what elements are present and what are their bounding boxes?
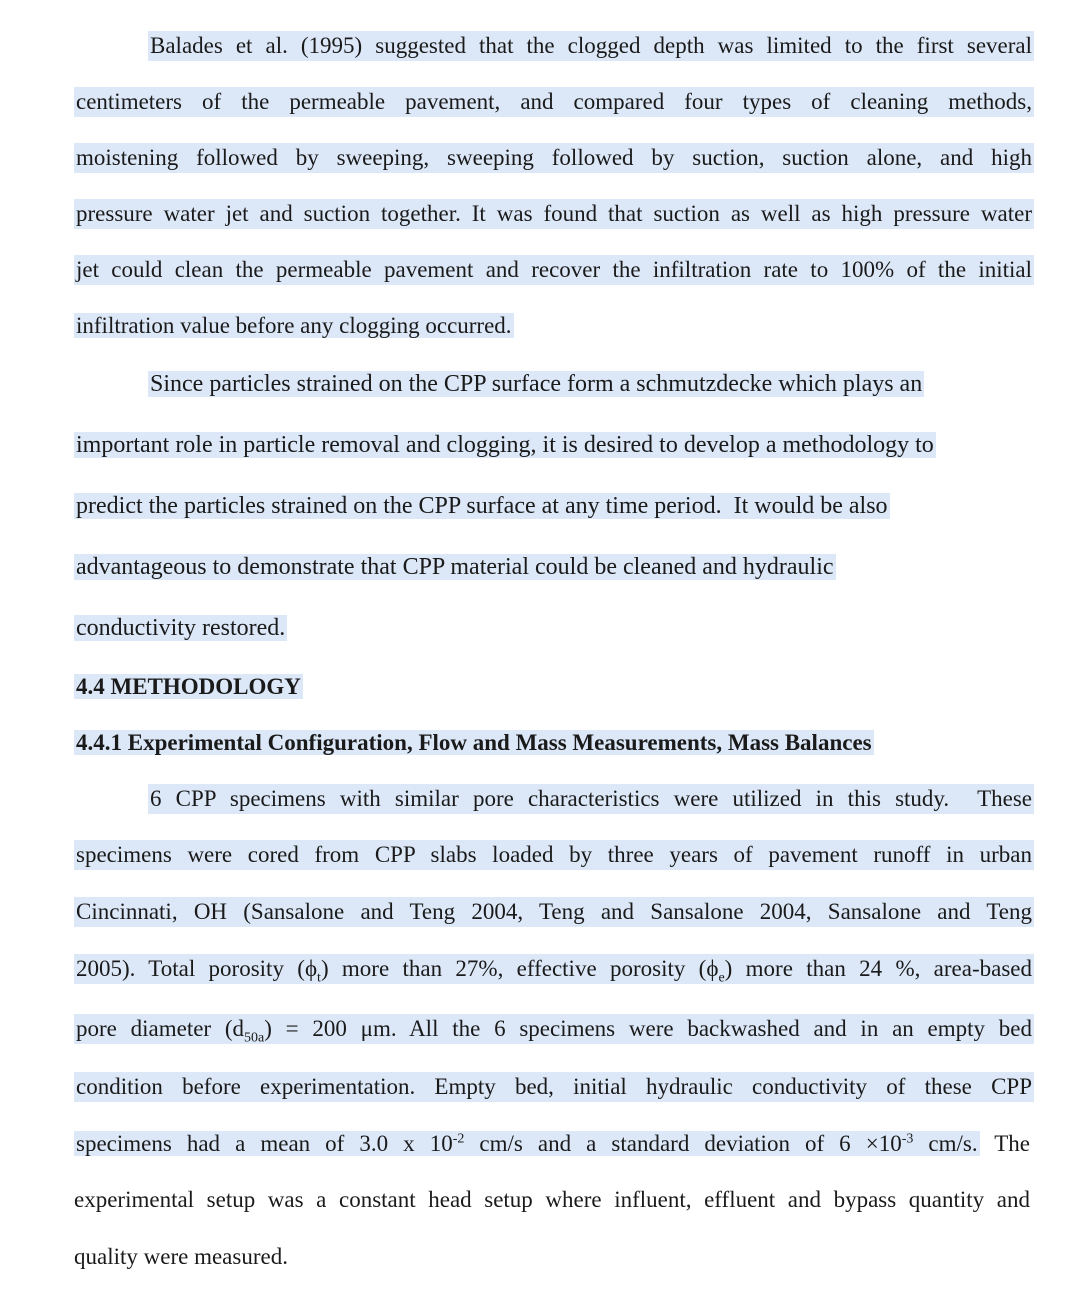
paragraph-2-line-3[interactable]: predict the particles strained on the CPP surface at any time period. It would be also: [76, 493, 888, 519]
paragraph-3-line-8[interactable]: experimental setup was a constant head setup where influent, effluent and bypass quantity and: [74, 1187, 1030, 1212]
paragraph-1-line-2[interactable]: centimeters of the permeable pavement, and compared four types of cleaning methods,: [74, 87, 1034, 117]
conductivity-line: specimens had a mean of 3.0 x $10^{-2}$ cm/s and a standard deviation of $6 \times 10^{-3}$ cm/s. The: [76, 1131, 1030, 1156]
paragraph-3-line-6[interactable]: condition before experimentation. Empty bed, initial hydraulic conductivity of these CPP: [74, 1072, 1034, 1102]
paragraph-1-line-6[interactable]: infiltration value before any clogging occurred.: [76, 313, 512, 338]
paragraph-3-line-2[interactable]: specimens were cored from CPP slabs loaded by three years of pavement runoff in urban: [74, 840, 1034, 870]
paragraph-3-line-1[interactable]: 6 CPP specimens with similar pore characteristics were utilized in this study. These: [74, 784, 1034, 814]
paragraph-1-line-5[interactable]: jet could clean the permeable pavement and recover the infiltration rate to 100% of the initial: [74, 255, 1034, 285]
paragraph-3-line-9[interactable]: quality were measured.: [74, 1244, 288, 1269]
paragraph-3-line-7[interactable]: [74, 1129, 1030, 1159]
porosity-line: 2005). Total porosity $(\phi_t)$ more than 27%, effective porosity $(\phi_e)$ more than 24 %, area-based: [76, 956, 1032, 986]
section-heading[interactable]: 4.4 METHODOLOGY: [76, 674, 301, 699]
paragraph-1-line-3[interactable]: moistening followed by sweeping, sweeping followed by suction, suction alone, and high: [74, 143, 1034, 173]
paragraph-3-line-3[interactable]: Cincinnati, OH (Sansalone and Teng 2004, Teng and Sansalone 2004, Sansalone and Teng: [74, 897, 1034, 927]
subsection-heading[interactable]: 4.4.1 Experimental Configuration, Flow and Mass Measurements, Mass Balances: [76, 730, 872, 755]
paragraph-1-line-1[interactable]: Balades et al. (1995) suggested that the clogged depth was limited to the first several: [74, 31, 1034, 61]
paragraph-1-line-4[interactable]: pressure water jet and suction together. It was found that suction as well as high pressure water: [74, 199, 1034, 229]
paragraph-3-line-4[interactable]: [74, 954, 1034, 984]
paragraph-3-line-5[interactable]: [74, 1014, 1034, 1044]
paragraph-2-line-2[interactable]: important role in particle removal and clogging, it is desired to develop a methodology to: [76, 432, 934, 458]
paragraph-2-line-1[interactable]: Since particles strained on the CPP surface form a schmutzdecke which plays an: [150, 371, 923, 397]
paragraph-2-line-4[interactable]: advantageous to demonstrate that CPP material could be cleaned and hydraulic: [76, 554, 834, 580]
paragraph-2-line-5[interactable]: conductivity restored.: [76, 615, 286, 641]
pore-diameter-line: pore diameter $(d_{50a}) = 200$ μm. All the 6 specimens were backwashed and in an empty bed: [76, 1016, 1032, 1046]
